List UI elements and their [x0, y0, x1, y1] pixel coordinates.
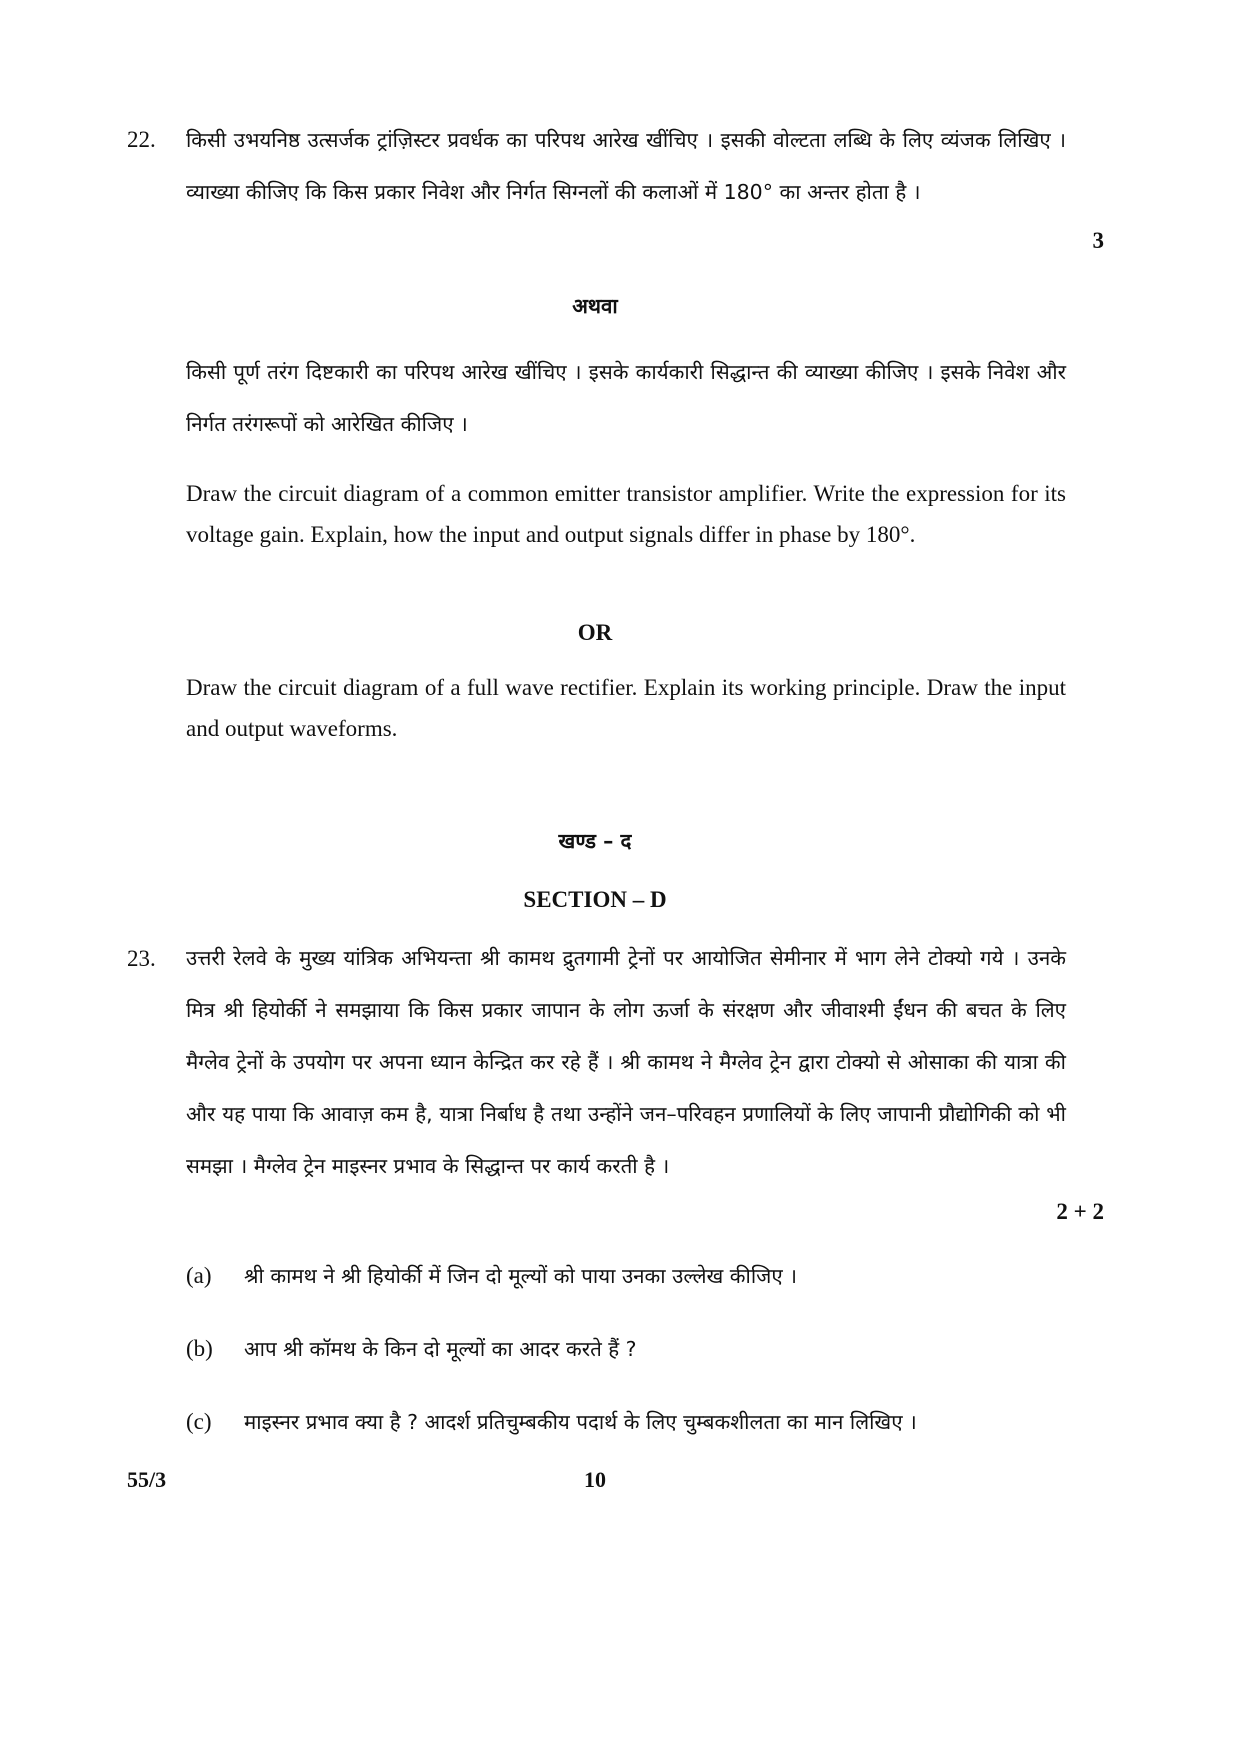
question-23-part-b-text: आप श्री कॉमथ के किन दो मूल्यों का आदर करते हैं ?	[244, 1337, 637, 1361]
question-23-part-a-text: श्री कामथ ने श्री हियोर्की में जिन दो मूल्यों को पाया उनका उल्लेख कीजिए ।	[244, 1264, 797, 1288]
paper-code: 55/3	[127, 1467, 167, 1492]
question-22-hindi-text: किसी उभयनिष्ठ उत्सर्जक ट्रांज़िस्टर प्रवर्धक का परिपथ आरेख खींचिए । इसकी वोल्टता लब्धि के लिए व्यंजक लिखिए । व्याख्या कीजिए कि किस प्रकार निवेश और निर्गत सिग्नलों की कलाओं में 180° का अन्तर होता है ।	[186, 128, 1066, 204]
question-23-part-c-text: माइस्नर प्रभाव क्या है ? आदर्श प्रतिचुम्बकीय पदार्थ के लिए चुम्बकशीलता का मान लिखिए ।	[244, 1410, 917, 1434]
question-23-part-c-label: (c)	[186, 1409, 212, 1434]
question-23-part-b-label: (b)	[186, 1336, 213, 1361]
question-23-hindi-text: उत्तरी रेलवे के मुख्य यांत्रिक अभियन्ता श्री कामथ द्रुतगामी ट्रेनों पर आयोजित सेमीनार में भाग लेने टोक्यो गये । उनके मित्र श्री हियोर्की ने समझाया कि किस प्रकार जापान के लोग ऊर्जा के संरक्षण और जीवाश्मी ईंधन की बचत के लिए मैग्लेव ट्रेनों के उपयोग पर अपना ध्यान केन्द्रित कर रहे हैं । श्री कामथ ने मैग्लेव ट्रेन द्वारा टोक्यो से ओसाका की यात्रा की और यह पाया कि आवाज़ कम है, यात्रा निर्बाध है तथा उन्होंने जन–परिवहन प्रणालियों के लिए जापानी प्रौद्योगिकी को भी समझा । मैग्लेव ट्रेन माइस्नर प्रभाव के सिद्धान्त पर कार्य करती है ।	[186, 946, 1066, 1178]
question-23-part-a-label: (a)	[186, 1263, 212, 1288]
page-number: 10	[584, 1467, 606, 1492]
or-english-heading: OR	[577, 620, 613, 645]
or-hindi-heading: अथवा	[572, 294, 618, 318]
question-22-marks: 3	[1092, 228, 1104, 253]
question-23-number: 23.	[127, 946, 156, 971]
question-22-alt-english-text: Draw the circuit diagram of a full wave rectifier. Explain its working principle. Draw the input and output waveforms.	[186, 675, 1066, 741]
question-22-alt-hindi-text: किसी पूर्ण तरंग दिष्टकारी का परिपथ आरेख खींचिए । इसके कार्यकारी सिद्धान्त की व्याख्या कीजिए । इसके निवेश और निर्गत तरंगरूपों को आरेखित कीजिए ।	[186, 360, 1066, 436]
question-23-marks: 2 + 2	[1056, 1199, 1104, 1224]
question-22-number: 22.	[127, 127, 156, 152]
section-heading-english: SECTION – D	[523, 887, 667, 912]
question-22-english-text: Draw the circuit diagram of a common emitter transistor amplifier. Write the expression for its voltage gain. Explain, how the input and output signals differ in phase by 180°.	[186, 481, 1066, 547]
section-heading-hindi: खण्ड – द	[558, 829, 632, 853]
